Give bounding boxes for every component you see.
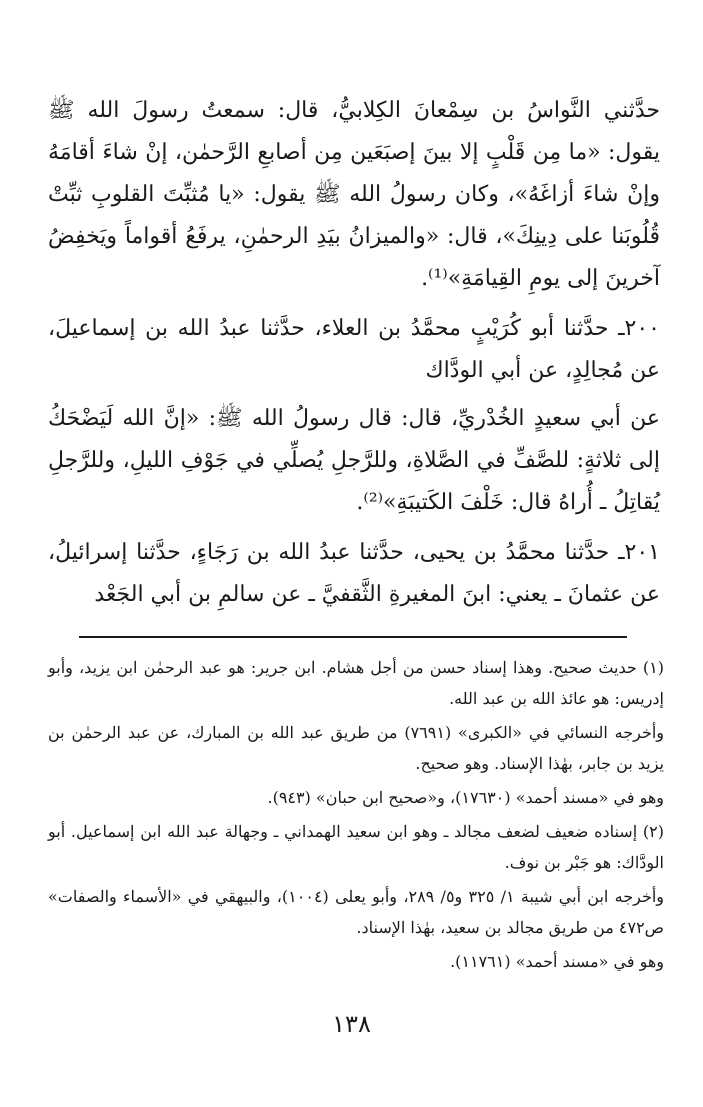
footnote-line: (٢) إسناده ضعيف لضعف مجالد ـ وهو ابن سعيد الهمداني ـ وجهالة عبد الله ابن إسماعيل. أبو الودَّاك: هو جَبْر بن نوف. <box>48 822 664 872</box>
hadith-body <box>48 90 660 616</box>
page-number: ١٣٨ <box>332 1010 371 1038</box>
footnote-line: (١) حديث صحيح. وهذا إسناد حسن من أجل هشام. ابن جرير: هو عبد الرحمٰن ابن يزيد، وأبو إدريس: هو عائذ الله بن عبد الله. <box>48 658 664 708</box>
footnote-line: وأخرجه ابن أبي شيبة ١/ ٣٢٥ و٥/ ٢٨٩، وأبو يعلى (١٠٠٤)، والبيهقي في «الأسماء والصفات» ص٤٧٢ من طريق مجالد بن سعيد، بهٰذا الإسناد. <box>48 887 665 937</box>
paragraph-4: ٢٠١ـ حدَّثنا محمَّدُ بن يحيى، حدَّثنا عبدُ الله بن رَجَاءٍ، حدَّثنا إسرائيلُ، عن عثمانَ ـ يعني: ابنَ المغيرةِ الثَّقفيَّ ـ عن سالمِ بن أبي الجَعْد <box>48 540 660 607</box>
main-text <box>48 90 660 624</box>
paragraph-2: ٢٠٠ـ حدَّثنا أبو كُرَيْبٍ محمَّدُ بن العلاء، حدَّثنا عبدُ الله بن إسماعيلَ، عن مُجالِدٍ، عن أبي الودَّاك <box>48 316 660 383</box>
paragraph-1: حدَّثني النَّواسُ بن سِمْعانَ الكِلابيُّ، قال: سمعتُ رسولَ الله ﷺ يقول: «ما مِن قَلْبٍ إلا بينَ إصبَعَين مِن أصابعِ الرَّحمٰن، إنْ شاءَ أقامَهُ وإنْ شاءَ أزاغَهُ»، وكان رسولُ الله ﷺ يقول: «يا مُثبِّتَ القلوبِ ثبِّتْ قُلُوبَنا على دِينِكَ»، قال: «والميزانُ بيَدِ الرحمٰنِ، يرفَعُ أقواماً ويَخفِضُ آخرينَ إلى يومِ القِيامَةِ»⁽¹⁾. <box>48 98 660 291</box>
footnote-line: وهو في «مسند أحمد» (١٧٦٣٠)، و«صحيح ابن حبان» (٩٤٣). <box>267 788 664 807</box>
paragraph-3: عن أبي سعيدٍ الخُدْريِّ، قال: قال رسولُ الله ﷺ: «إنَّ الله لَيَضْحَكُ إلى ثلاثةٍ: للصَّفِّ في الصَّلاةِ، وللرَّجلِ يُصلِّي في جَوْفِ الليلِ، وللرَّجلِ يُقاتِلُ ـ أُراهُ قال: خَلْفَ الكَتيبَةِ»⁽²⁾. <box>48 406 660 515</box>
footnote-line: وأخرجه النسائي في «الكبرى» (٧٦٩١) من طريق عبد الله بن المبارك، عن عبد الرحمٰن بن يزيد بن جابر، بهٰذا الإسناد. وهو صحيح. <box>48 723 665 773</box>
footnote-line: وهو في «مسند أحمد» (١١٧٦١). <box>450 952 664 971</box>
footnote-divider <box>79 636 627 638</box>
footnotes <box>48 652 664 980</box>
